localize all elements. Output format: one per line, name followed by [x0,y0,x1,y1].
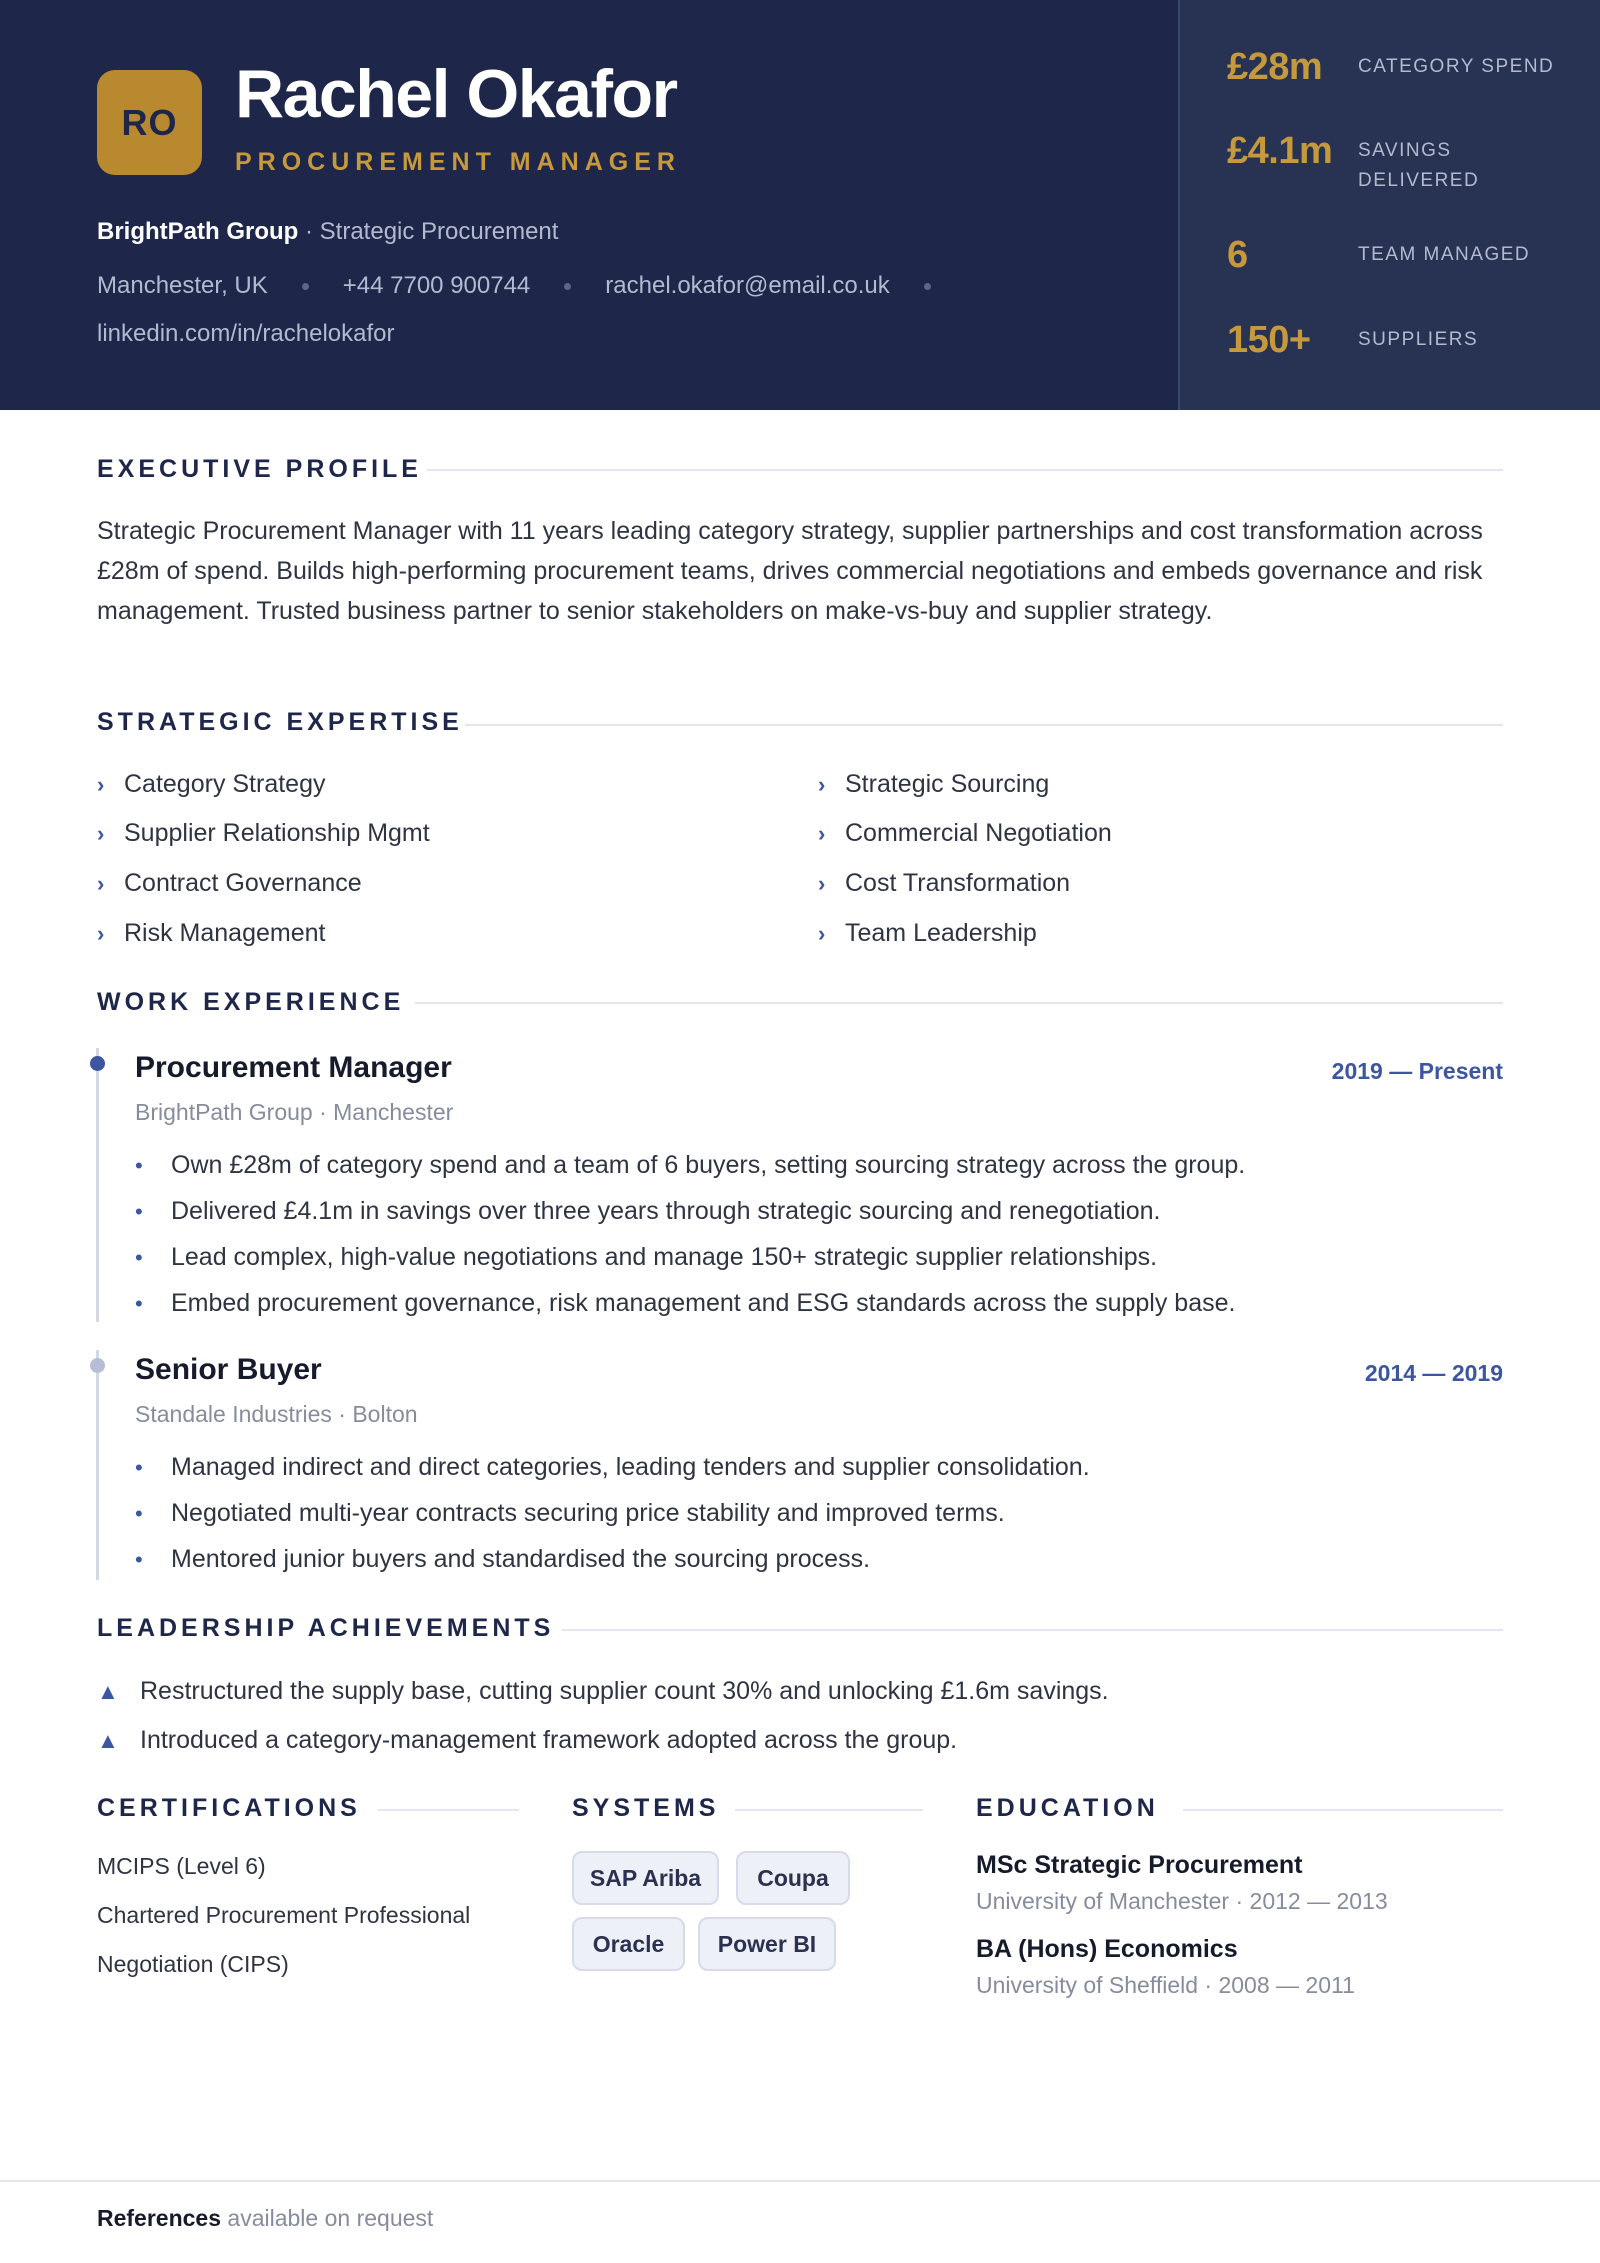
chevron-right-icon: › [97,772,105,797]
section-divider [427,469,1503,471]
footer-note: References available on request [97,2205,434,2231]
stat-value: 6 [1227,234,1248,276]
stat-team [1227,236,1558,274]
section-divider [562,1629,1503,1631]
bullet-dot-icon: • [135,1547,143,1572]
system-chip: SAP Ariba [572,1851,719,1905]
candidate-name: Rachel Okafor [235,56,677,132]
section-title-profile: EXECUTIVE PROFILE [97,455,422,483]
skill-item: › Cost Transformation [818,869,1071,897]
stat-suppliers [1227,321,1558,359]
skill-item: › Contract Governance [97,869,362,897]
stat-savings [1227,132,1488,196]
education-school: University of Sheffield · 2008 — 2011 [976,1972,1355,1998]
system-chip: Power BI [698,1917,836,1971]
job-organisation: BrightPath Group · Manchester [135,1099,454,1125]
education-degree: BA (Hons) Economics [976,1935,1238,1963]
current-employer-line [97,218,558,246]
timeline-line [96,1048,99,1322]
certification-item: Negotiation (CIPS) [97,1951,289,1977]
bullet-dot-icon: • [135,1455,143,1480]
section-title-certifications: CERTIFICATIONS [97,1794,361,1822]
chevron-right-icon: › [818,821,826,846]
skill-item: › Category Strategy [97,770,326,798]
skill-item: › Strategic Sourcing [818,770,1050,798]
job-title: Senior Buyer [135,1353,322,1386]
bullet-dot-icon: • [135,1501,143,1526]
stat-label: SAVINGS DELIVERED [1358,140,1480,191]
separator-dot-icon [564,283,571,290]
separator-dot-icon [924,283,931,290]
skill-item: › Supplier Relationship Mgmt [97,819,430,847]
certification-item: MCIPS (Level 6) [97,1853,266,1879]
phone-link[interactable]: +44 7700 900744 [342,272,531,299]
job-bullet: • Negotiated multi-year contracts securing price stability and improved terms. [135,1499,1005,1527]
chevron-right-icon: › [97,871,105,896]
stat-category-spend [1227,48,1558,86]
employer-department: · Strategic Procurement [298,218,559,245]
profile-text: Strategic Procurement Manager with 11 years leading category strategy, supplier partnerships and cost transformation across £28m of spend. Builds high-performing procurement teams, drives commercial negotiations and embeds governance and risk management. Trusted business partner to senior stakeholders on make-vs-buy and supplier strategy. [97,517,1483,625]
section-title-systems: SYSTEMS [572,1794,720,1822]
triangle-up-icon: ▲ [97,1728,119,1753]
bullet-dot-icon: • [135,1153,143,1178]
chevron-right-icon: › [818,772,826,797]
section-title-education: EDUCATION [976,1794,1159,1822]
system-chip: Oracle [572,1917,685,1971]
job-dates: 2014 — 2019 [1364,1360,1503,1386]
employer-name: BrightPath Group [97,218,299,245]
skill-item: › Team Leadership [818,919,1037,947]
job-bullet: • Own £28m of category spend and a team of 6 buyers, setting sourcing strategy across the group. [135,1151,1246,1179]
education-school: University of Manchester · 2012 — 2013 [976,1888,1388,1914]
job-bullet: • Embed procurement governance, risk management and ESG standards across the supply base. [135,1289,1236,1317]
chevron-right-icon: › [818,871,826,896]
section-divider [415,1002,1503,1004]
achievement-item: ▲ Restructured the supply base, cutting supplier count 30% and unlocking £1.6m savings. [97,1677,1109,1705]
separator-dot-icon [302,283,309,290]
job-bullet: • Delivered £4.1m in savings over three years through strategic sourcing and renegotiation. [135,1197,1161,1225]
location-text: Manchester, UK [97,272,268,299]
bullet-dot-icon: • [135,1199,143,1224]
monogram-avatar: RO [97,70,202,175]
stat-label: CATEGORY SPEND [1358,56,1555,77]
skill-item: › Risk Management [97,919,326,947]
section-title-achievements: LEADERSHIP ACHIEVEMENTS [97,1614,555,1642]
stat-value: £28m [1227,46,1323,88]
chevron-right-icon: › [97,921,105,946]
bullet-dot-icon: • [135,1291,143,1316]
job-bullet: • Managed indirect and direct categories, leading tenders and supplier consolidation. [135,1453,1090,1481]
job-title: Procurement Manager [135,1051,452,1084]
section-divider [465,724,1503,726]
skill-item: › Commercial Negotiation [818,819,1112,847]
stat-value: £4.1m [1227,130,1333,172]
section-divider [735,1809,923,1811]
job-organisation: Standale Industries · Bolton [135,1401,418,1427]
stat-value: 150+ [1227,319,1311,361]
chevron-right-icon: › [818,921,826,946]
section-title-experience: WORK EXPERIENCE [97,988,405,1016]
achievement-item: ▲ Introduced a category-management framework adopted across the group. [97,1726,958,1754]
email-link[interactable]: rachel.okafor@email.co.uk [605,272,890,299]
section-title-expertise: STRATEGIC EXPERTISE [97,708,463,736]
section-divider [1183,1809,1503,1811]
candidate-role: PROCUREMENT MANAGER [235,148,681,176]
system-chip: Coupa [736,1851,850,1905]
bullet-dot-icon: • [135,1245,143,1270]
linkedin-link[interactable]: linkedin.com/in/rachelokafor [97,320,395,347]
timeline-dot-icon [90,1358,105,1373]
education-degree: MSc Strategic Procurement [976,1851,1303,1879]
certification-item: Chartered Procurement Professional [97,1902,471,1928]
stat-label: SUPPLIERS [1358,329,1479,350]
timeline-line [96,1350,99,1580]
chevron-right-icon: › [97,821,105,846]
job-bullet: • Mentored junior buyers and standardised the sourcing process. [135,1545,871,1573]
footer-divider [0,2180,1600,2182]
contact-row [97,272,965,300]
triangle-up-icon: ▲ [97,1679,119,1704]
section-divider [378,1809,519,1811]
stat-label: TEAM MANAGED [1358,244,1531,265]
job-bullet: • Lead complex, high-value negotiations and manage 150+ strategic supplier relationships. [135,1243,1158,1271]
timeline-dot-icon [90,1056,105,1071]
job-dates: 2019 — Present [1331,1058,1503,1084]
